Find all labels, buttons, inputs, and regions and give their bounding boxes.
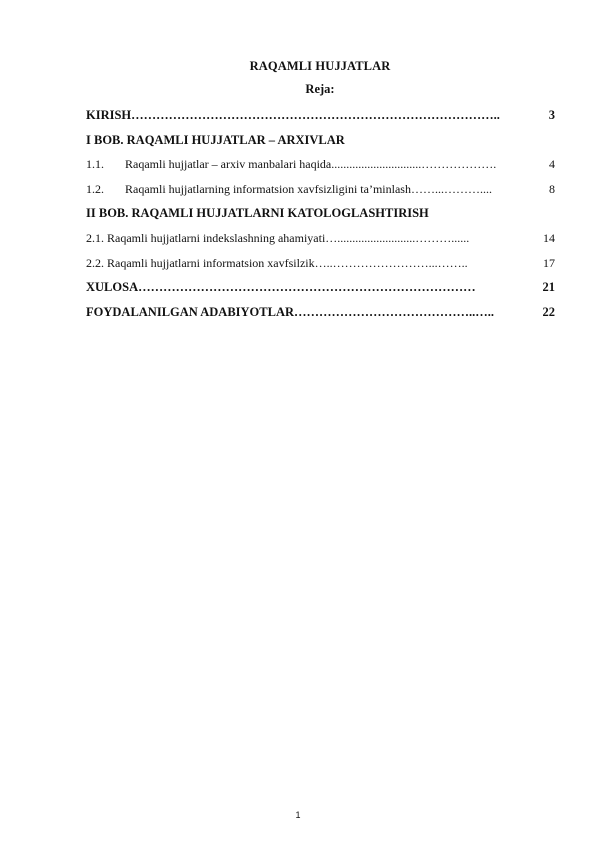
toc-entry-conclusion [86, 275, 555, 300]
toc-entry-text: II BOB. RAQAMLI HUJJATLARNI KATOLOGLASHTIRISH [86, 206, 429, 221]
toc-entry-text: Raqamli hujjatlar – arxiv manbalari haqida..............................………………. [125, 157, 497, 172]
toc-page-number: 4 [549, 152, 555, 177]
document-title: RAQAMLI HUJJATLAR [249, 59, 391, 73]
toc-section-number: 1.1. [86, 157, 104, 172]
toc-section-2-1 [86, 226, 555, 251]
toc-entry-text: FOYDALANILGAN ADABIYOTLAR……………………………………..….. [86, 304, 495, 319]
toc-chapter-2-heading [86, 201, 555, 226]
toc-section-1-1 [86, 152, 555, 177]
toc-page-number: 17 [543, 251, 555, 276]
toc-entry-text: XULOSA……………………………………………………………………… [86, 280, 476, 295]
toc-page-number: 14 [543, 226, 555, 251]
toc-entry-text: 2.1. Raqamli hujjatlarni indekslashning ahamiyati…..........................………...... [86, 230, 470, 245]
toc-section-1-2 [86, 177, 555, 202]
toc-page-number: 8 [549, 177, 555, 202]
toc-section-number: 1.2. [86, 181, 104, 196]
plan-heading: Reja: [305, 82, 335, 96]
toc-section-2-2 [86, 251, 555, 276]
toc-page-number: 3 [549, 103, 555, 128]
toc-page-number: 22 [543, 300, 556, 325]
toc-entry-introduction [86, 103, 555, 128]
toc-entry-text: 2.2. Raqamli hujjatlarni informatsion xavfsilzik…..……………………...…….. [86, 255, 468, 270]
toc-entry-text: I BOB. RAQAMLI HUJJATLAR – ARXIVLAR [86, 132, 345, 147]
toc-entry-references [86, 300, 555, 325]
table-of-contents [86, 103, 555, 324]
toc-entry-text: KIRISH…………………………………………………………………………….. [86, 108, 500, 122]
page-number: 1 [295, 810, 301, 820]
toc-page-number: 21 [543, 275, 556, 300]
toc-chapter-1-heading [86, 128, 555, 153]
toc-entry-text: Raqamli hujjatlarning informatsion xavfsizligini ta’minlash……...……….... [125, 181, 492, 196]
